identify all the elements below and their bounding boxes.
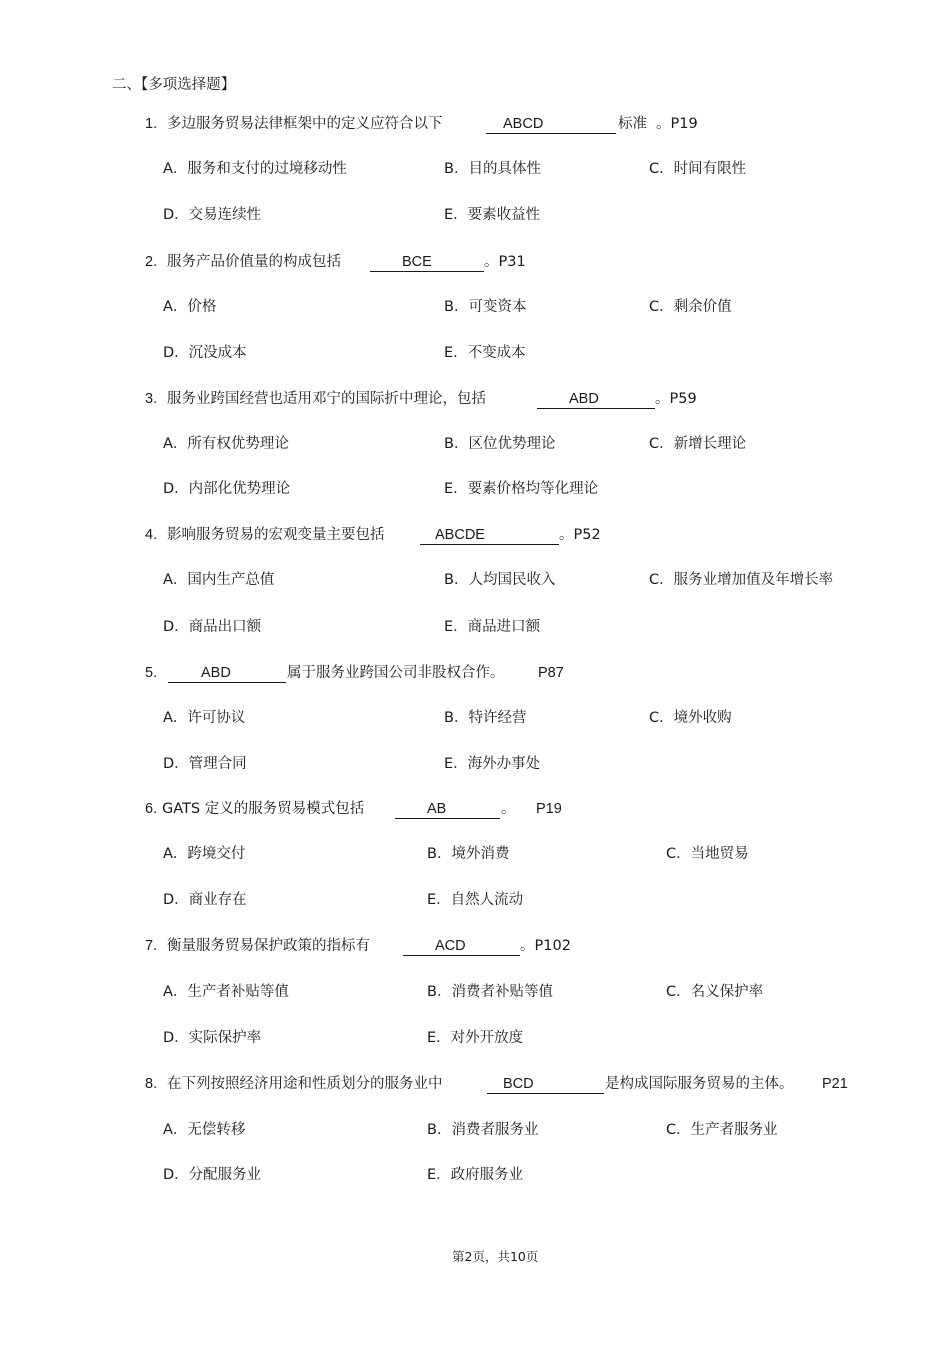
question-number: 5. — [145, 665, 158, 681]
question-stem: GATS 定义的服务贸易模式包括 — [162, 801, 365, 817]
option-e: E．对外开放度 — [427, 1030, 524, 1046]
option-a: A．价格 — [163, 299, 217, 315]
answer-blank: ACD — [403, 936, 520, 956]
option-b: B．目的具体性 — [444, 161, 541, 177]
option-a: A．跨境交付 — [163, 846, 246, 862]
option-c: C．境外收购 — [649, 710, 732, 726]
option-a: A．许可协议 — [163, 710, 246, 726]
page-reference: P87 — [538, 665, 564, 681]
question-stem-suffix: 。P31 — [484, 254, 526, 270]
option-b: B．消费者补贴等值 — [427, 984, 553, 1000]
option-b: B．境外消费 — [427, 846, 510, 862]
option-d: D．沉没成本 — [163, 345, 247, 361]
question-number: 3. — [145, 391, 158, 407]
question-number: 1. — [145, 116, 158, 132]
page-reference: 。P19 — [656, 116, 698, 132]
option-a: A．所有权优势理论 — [163, 436, 289, 452]
answer-blank: ABCDE — [420, 525, 559, 545]
page-footer: 第2页，共10页 — [452, 1249, 539, 1264]
option-e: E．海外办事处 — [444, 756, 541, 772]
question-number: 2. — [145, 254, 158, 270]
option-b: B．区位优势理论 — [444, 436, 556, 452]
answer-blank: AB — [395, 799, 500, 819]
option-c: C．时间有限性 — [649, 161, 747, 177]
answer-blank: ABCD — [486, 114, 616, 134]
question-number: 8. — [145, 1076, 158, 1092]
section-title: 二、【多项选择题】 — [112, 77, 236, 93]
question-stem: 多边服务贸易法律框架中的定义应符合以下 — [167, 116, 443, 132]
option-e: E．不变成本 — [444, 345, 526, 361]
question-stem: 影响服务贸易的宏观变量主要包括 — [167, 527, 385, 543]
question-stem-suffix: 。 — [501, 801, 516, 817]
question-number: 6. — [145, 801, 158, 817]
answer-blank: BCD — [487, 1074, 604, 1094]
option-c: C．新增长理论 — [649, 436, 747, 452]
question-stem-suffix: 。P59 — [655, 391, 697, 407]
option-e: E．自然人流动 — [427, 892, 524, 908]
option-d: D．内部化优势理论 — [163, 481, 291, 497]
option-e: E．要素收益性 — [444, 207, 541, 223]
option-c: C．名义保护率 — [666, 984, 764, 1000]
question-stem-suffix: 是构成国际服务贸易的主体。 — [605, 1076, 794, 1092]
question-stem: 服务产品价值量的构成包括 — [167, 254, 341, 270]
question-stem-suffix: 。P102 — [520, 938, 571, 954]
option-c: C．服务业增加值及年增长率 — [649, 572, 834, 588]
answer-blank: ABD — [168, 663, 286, 683]
option-b: B．特许经营 — [444, 710, 527, 726]
page-reference: P21 — [822, 1076, 848, 1092]
option-c: C．生产者服务业 — [666, 1122, 778, 1138]
option-b: B．可变资本 — [444, 299, 527, 315]
option-c: C．剩余价值 — [649, 299, 732, 315]
option-e: E．要素价格均等化理论 — [444, 481, 599, 497]
option-a: A．服务和支付的过境移动性 — [163, 161, 347, 177]
question-stem-suffix: 。P52 — [559, 527, 601, 543]
option-c: C．当地贸易 — [666, 846, 749, 862]
option-a: A．生产者补贴等值 — [163, 984, 289, 1000]
answer-blank: ABD — [537, 389, 655, 409]
option-b: B．消费者服务业 — [427, 1122, 539, 1138]
option-a: A．国内生产总值 — [163, 572, 275, 588]
question-stem-suffix: 标准 — [618, 116, 647, 132]
option-d: D．管理合同 — [163, 756, 247, 772]
option-d: D．商业存在 — [163, 892, 247, 908]
page-reference: P19 — [536, 801, 562, 817]
option-e: E．政府服务业 — [427, 1167, 524, 1183]
option-d: D．交易连续性 — [163, 207, 262, 223]
question-number: 7. — [145, 938, 158, 954]
answer-blank: BCE — [370, 252, 484, 272]
question-stem: 在下列按照经济用途和性质划分的服务业中 — [167, 1076, 443, 1092]
option-d: D．商品出口额 — [163, 619, 262, 635]
option-a: A．无偿转移 — [163, 1122, 246, 1138]
question-number: 4. — [145, 527, 158, 543]
option-e: E．商品进口额 — [444, 619, 541, 635]
option-b: B．人均国民收入 — [444, 572, 556, 588]
question-stem: 衡量服务贸易保护政策的指标有 — [167, 938, 370, 954]
option-d: D．实际保护率 — [163, 1030, 262, 1046]
question-stem-suffix: 属于服务业跨国公司非股权合作。 — [287, 665, 505, 681]
question-stem: 服务业跨国经营也适用邓宁的国际折中理论，包括 — [167, 391, 486, 407]
option-d: D．分配服务业 — [163, 1167, 262, 1183]
